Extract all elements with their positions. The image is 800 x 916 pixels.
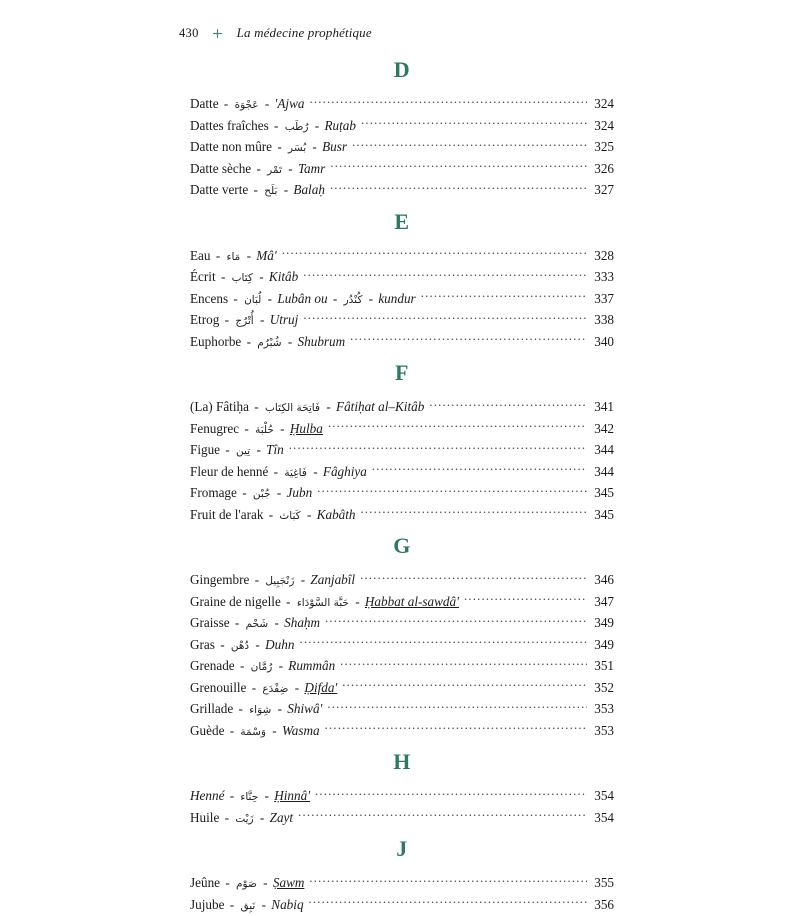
entry-term-transliteration: Shaḥm — [284, 615, 320, 630]
running-header-title: La médecine prophétique — [237, 25, 372, 41]
index-entry-label — [190, 786, 314, 808]
index-entry-label — [190, 419, 327, 441]
entry-term-transliteration: Kabâth — [317, 507, 356, 522]
entry-separator: - — [235, 658, 250, 673]
entry-separator: - — [283, 161, 298, 176]
entry-separator: - — [269, 118, 284, 133]
entry-term-french: Grenouille — [190, 680, 246, 695]
index-entry-label — [190, 116, 360, 138]
index-entry-label — [190, 180, 329, 202]
section-letter-heading: H — [190, 742, 614, 786]
index-entry[interactable] — [190, 483, 614, 505]
dot-leader — [360, 572, 587, 584]
entry-separator: - — [224, 723, 239, 738]
dot-leader — [350, 334, 587, 346]
section-letter-heading: G — [190, 526, 614, 570]
entry-term-french: Figue — [190, 442, 220, 457]
entry-separator: - — [258, 875, 273, 890]
entry-page-number[interactable]: 344 — [588, 440, 614, 460]
index-entry[interactable] — [190, 137, 614, 159]
index-entry-label — [190, 137, 351, 159]
entry-separator: - — [273, 658, 288, 673]
entry-page-number[interactable]: 341 — [588, 397, 614, 417]
index-entry[interactable] — [190, 699, 614, 721]
entry-page-number[interactable]: 345 — [588, 505, 614, 525]
dot-leader — [325, 615, 587, 627]
entry-separator: - — [224, 788, 239, 803]
entry-term-arabic: رُمَّان — [250, 661, 274, 673]
entry-term-arabic: تِين — [235, 445, 251, 457]
section-letter-heading: E — [190, 202, 614, 246]
index-entry[interactable] — [190, 116, 614, 138]
entry-term-french: Guède — [190, 723, 224, 738]
entry-term-arabic: رُطَب — [284, 121, 310, 133]
entry-separator: - — [249, 399, 264, 414]
entry-separator: - — [220, 875, 235, 890]
index-section-g — [190, 526, 614, 742]
entry-separator: - — [295, 572, 310, 587]
entry-term-transliteration: Tîn — [266, 442, 284, 457]
entry-term-arabic: شَحْم — [245, 618, 270, 630]
entry-separator: - — [328, 291, 343, 306]
entry-page-number[interactable]: 324 — [588, 116, 614, 136]
entry-separator: - — [246, 680, 261, 695]
entry-term-french: Huile — [190, 810, 219, 825]
entry-term-transliteration: Fâghiya — [323, 464, 367, 479]
index-entry[interactable] — [190, 895, 614, 916]
entry-page-number[interactable]: 333 — [588, 267, 614, 287]
dot-leader — [361, 507, 587, 519]
entry-term-arabic-alt: كُنْدُر — [343, 294, 364, 306]
entry-term-arabic: شُبْرُم — [256, 337, 282, 349]
entry-separator: - — [248, 182, 263, 197]
entry-page-number[interactable]: 349 — [588, 635, 614, 655]
entry-page-number[interactable]: 347 — [588, 592, 614, 612]
entry-separator: - — [241, 248, 256, 263]
entry-term-transliteration: Busr — [322, 139, 347, 154]
index-entry-label — [190, 289, 420, 311]
index-entry-label — [190, 440, 288, 462]
entry-page-number[interactable]: 353 — [588, 721, 614, 741]
index-section-e — [190, 202, 614, 354]
entry-separator: - — [267, 723, 282, 738]
entry-separator: - — [216, 269, 231, 284]
dot-leader — [282, 248, 587, 260]
entry-separator: - — [307, 139, 322, 154]
entry-page-number[interactable]: 355 — [588, 873, 614, 893]
section-letter-heading: D — [190, 50, 614, 94]
entry-term-french: Grenade — [190, 658, 235, 673]
entry-separator: - — [263, 507, 278, 522]
entry-page-number[interactable]: 337 — [588, 289, 614, 309]
entry-page-number[interactable]: 354 — [588, 808, 614, 828]
entry-term-arabic: جُبْن — [252, 488, 272, 500]
entry-term-arabic: ضِفْدَع — [261, 683, 289, 695]
dot-leader — [372, 464, 587, 476]
dot-leader — [327, 701, 587, 713]
entry-separator: - — [309, 118, 324, 133]
entry-separator: - — [289, 680, 304, 695]
entry-term-transliteration: Zanjabîl — [310, 572, 355, 587]
index-entry[interactable] — [190, 592, 614, 614]
dot-leader — [317, 485, 587, 497]
index-entry-label — [190, 895, 308, 916]
index-entry-label — [190, 678, 341, 700]
index-entry-label — [190, 310, 302, 332]
index-entry-label — [190, 721, 324, 743]
entry-separator: - — [219, 810, 234, 825]
entry-term-french: Jujube — [190, 897, 224, 912]
entry-separator: - — [251, 442, 266, 457]
entry-separator: - — [241, 334, 256, 349]
index-entry[interactable] — [190, 159, 614, 181]
dot-leader — [330, 161, 587, 173]
entry-separator: - — [219, 96, 234, 111]
entry-term-transliteration: Tamr — [298, 161, 325, 176]
entry-separator: - — [249, 572, 264, 587]
entry-term-transliteration-alt: kundur — [378, 291, 415, 306]
entry-term-french: (La) Fâtiḥa — [190, 399, 249, 414]
entry-term-french: Gras — [190, 637, 215, 652]
index-entry[interactable] — [190, 310, 614, 332]
entry-term-french: Datte non mûre — [190, 139, 272, 154]
dot-leader — [352, 139, 587, 151]
entry-term-transliteration: Shubrum — [298, 334, 346, 349]
entry-separator: - — [211, 248, 226, 263]
index-entry[interactable] — [190, 397, 614, 419]
entry-term-french: Fromage — [190, 485, 237, 500]
entry-term-arabic: صَوْم — [235, 878, 258, 890]
entry-term-arabic: حِنَّاء — [239, 791, 259, 803]
entry-term-transliteration: 'Ajwa — [275, 96, 305, 111]
index-section-h — [190, 742, 614, 829]
index-entry[interactable] — [190, 462, 614, 484]
index-entry-label — [190, 462, 371, 484]
index-entry-label — [190, 570, 359, 592]
entry-separator: - — [254, 269, 269, 284]
entry-term-arabic: حَبَّة السَّوْدَاء — [296, 597, 350, 609]
index-entry[interactable] — [190, 873, 614, 895]
entry-term-french: Eau — [190, 248, 211, 263]
entry-term-arabic: لُبَان — [243, 294, 262, 306]
running-header — [179, 24, 372, 42]
entry-separator: - — [272, 139, 287, 154]
index-entry[interactable] — [190, 808, 614, 830]
index-entry-label — [190, 483, 316, 505]
entry-term-transliteration: Shiwâ' — [287, 701, 322, 716]
dot-leader — [429, 399, 587, 411]
dot-leader — [361, 118, 587, 130]
entry-term-arabic: زَيْت — [234, 813, 254, 825]
leaf-ornament-icon — [212, 28, 223, 39]
entry-separator: - — [230, 615, 245, 630]
dot-leader — [303, 269, 587, 281]
entry-term-transliteration: Lubân ou — [277, 291, 327, 306]
entry-page-number[interactable]: 338 — [588, 310, 614, 330]
dot-leader — [340, 658, 587, 670]
entry-term-transliteration: Ḥulba — [290, 421, 323, 436]
index-entry-label — [190, 267, 302, 289]
entry-page-number[interactable]: 354 — [588, 786, 614, 806]
entry-term-transliteration: Nabiq — [271, 897, 303, 912]
entry-term-transliteration: Ḍifda' — [304, 680, 337, 695]
dot-leader — [289, 442, 587, 454]
entry-separator: - — [283, 334, 298, 349]
index-entry[interactable] — [190, 635, 614, 657]
index-section-d — [190, 50, 614, 202]
index-entry[interactable] — [190, 94, 614, 116]
entry-separator: - — [259, 788, 274, 803]
entry-term-french: Fruit de l'arak — [190, 507, 263, 522]
entry-separator: - — [239, 421, 254, 436]
dot-leader — [303, 312, 587, 324]
entry-term-transliteration: Zayt — [270, 810, 293, 825]
entry-term-arabic: مَاء — [226, 251, 242, 263]
entry-term-french: Datte sèche — [190, 161, 251, 176]
entry-term-french: Dattes fraîches — [190, 118, 269, 133]
dot-leader — [309, 875, 587, 887]
entry-separator: - — [363, 291, 378, 306]
dot-leader — [325, 723, 587, 735]
entry-page-number[interactable]: 324 — [588, 94, 614, 114]
entry-page-number[interactable]: 349 — [588, 613, 614, 633]
entry-term-arabic: وَسْمَة — [239, 726, 267, 738]
entry-page-number[interactable]: 327 — [588, 180, 614, 200]
entry-term-french: Encens — [190, 291, 228, 306]
dot-leader — [309, 897, 587, 909]
entry-term-french: Écrit — [190, 269, 216, 284]
entry-page-number[interactable]: 326 — [588, 159, 614, 179]
dot-leader — [330, 182, 587, 194]
index-entry[interactable] — [190, 721, 614, 743]
index-entry[interactable] — [190, 419, 614, 441]
entry-term-transliteration: Mâ' — [256, 248, 276, 263]
entry-term-arabic: زَنْجَبِيل — [264, 575, 295, 587]
index-entry-label — [190, 397, 428, 419]
entry-separator: - — [233, 701, 248, 716]
index-entry-label — [190, 505, 360, 527]
entry-page-number[interactable]: 351 — [588, 656, 614, 676]
entry-term-transliteration: Wasma — [282, 723, 320, 738]
entry-separator: - — [262, 291, 277, 306]
index-entry[interactable] — [190, 656, 614, 678]
entry-term-french: Etrog — [190, 312, 219, 327]
entry-term-arabic: أُتْرُج — [234, 315, 254, 327]
entry-separator: - — [256, 897, 271, 912]
entry-separator: - — [250, 637, 265, 652]
entry-term-french: Gingembre — [190, 572, 249, 587]
index-entry[interactable] — [190, 570, 614, 592]
entry-separator: - — [228, 291, 243, 306]
index-entry[interactable] — [190, 440, 614, 462]
entry-term-arabic: كِتَاب — [231, 272, 254, 284]
entry-term-transliteration: Ṣawm — [273, 875, 305, 890]
entry-separator: - — [321, 399, 336, 414]
entry-term-arabic: بَلَح — [263, 185, 278, 197]
entry-term-transliteration: Fâtiḥat al–Kitâb — [336, 399, 424, 414]
entry-page-number[interactable]: 353 — [588, 699, 614, 719]
entry-page-number[interactable]: 352 — [588, 678, 614, 698]
entry-term-french: Graine de nigelle — [190, 594, 281, 609]
entry-page-number[interactable]: 328 — [588, 246, 614, 266]
entry-separator: - — [220, 442, 235, 457]
dot-leader — [464, 594, 587, 606]
index-entry-label — [190, 94, 308, 116]
entry-term-french: Euphorbe — [190, 334, 241, 349]
entry-term-french: Datte — [190, 96, 219, 111]
entry-separator: - — [255, 810, 270, 825]
index-entry-label — [190, 613, 324, 635]
entry-page-number[interactable]: 344 — [588, 462, 614, 482]
entry-separator: - — [275, 421, 290, 436]
entry-term-transliteration: Ḥinnâ' — [274, 788, 310, 803]
entry-term-french: Graisse — [190, 615, 230, 630]
entry-separator: - — [272, 485, 287, 500]
index-entry[interactable] — [190, 613, 614, 635]
entry-term-transliteration: Kitâb — [269, 269, 298, 284]
entry-page-number[interactable]: 325 — [588, 137, 614, 157]
entry-term-transliteration: Utruj — [270, 312, 299, 327]
index-entry-label — [190, 656, 339, 678]
entry-term-arabic: فَاغِيَة — [283, 467, 308, 479]
entry-separator: - — [350, 594, 365, 609]
entry-separator: - — [251, 161, 266, 176]
index-entry-list — [190, 50, 614, 916]
dot-leader — [309, 96, 587, 108]
entry-separator: - — [272, 701, 287, 716]
entry-term-transliteration: Duhn — [265, 637, 294, 652]
section-letter-heading: J — [190, 829, 614, 873]
entry-term-transliteration: Ruṭab — [324, 118, 356, 133]
entry-term-arabic: شِوَاء — [248, 704, 272, 716]
entry-separator: - — [237, 485, 252, 500]
entry-term-transliteration: Jubn — [287, 485, 313, 500]
index-entry[interactable] — [190, 289, 614, 311]
entry-separator: - — [255, 312, 270, 327]
index-entry-label — [190, 159, 329, 181]
dot-leader — [421, 291, 587, 303]
index-entry[interactable] — [190, 246, 614, 268]
entry-term-arabic: تَمْر — [266, 164, 283, 176]
entry-term-transliteration: Rummân — [288, 658, 335, 673]
entry-separator: - — [308, 464, 323, 479]
entry-term-arabic: حُلْبَة — [254, 424, 275, 436]
index-entry-label — [190, 592, 463, 614]
section-letter-heading: F — [190, 353, 614, 397]
entry-term-french: Fenugrec — [190, 421, 239, 436]
index-entry-label — [190, 246, 281, 268]
entry-separator: - — [219, 312, 234, 327]
entry-term-arabic: بُسَر — [287, 142, 307, 154]
index-section-f — [190, 353, 614, 526]
entry-term-french: Henné — [190, 788, 224, 803]
entry-separator: - — [269, 615, 284, 630]
dot-leader — [342, 680, 587, 692]
index-entry[interactable] — [190, 786, 614, 808]
index-entry[interactable] — [190, 267, 614, 289]
entry-separator: - — [260, 96, 275, 111]
dot-leader — [298, 810, 587, 822]
dot-leader — [315, 788, 587, 800]
index-entry-label — [190, 699, 326, 721]
entry-term-french: Datte verte — [190, 182, 248, 197]
entry-term-french: Jeûne — [190, 875, 220, 890]
entry-page-number[interactable]: 346 — [588, 570, 614, 590]
index-entry[interactable] — [190, 505, 614, 527]
dot-leader — [328, 421, 587, 433]
entry-term-arabic: عَجْوَة — [234, 99, 260, 111]
index-entry[interactable] — [190, 180, 614, 202]
entry-term-transliteration: Ḥabbat al-sawdâ' — [365, 594, 459, 609]
entry-term-french: Grillade — [190, 701, 233, 716]
entry-term-arabic: نَبِق — [239, 900, 256, 912]
entry-term-french: Fleur de henné — [190, 464, 268, 479]
index-entry-label — [190, 332, 349, 354]
entry-separator: - — [302, 507, 317, 522]
index-entry-label — [190, 635, 298, 657]
index-section-j — [190, 829, 614, 916]
entry-page-number[interactable]: 342 — [588, 419, 614, 439]
entry-separator: - — [281, 594, 296, 609]
dot-leader — [299, 637, 587, 649]
index-entry-label — [190, 808, 297, 830]
entry-page-number[interactable]: 340 — [588, 332, 614, 352]
index-entry[interactable] — [190, 678, 614, 700]
folio-number: 430 — [179, 26, 199, 41]
index-entry-label — [190, 873, 308, 895]
entry-term-transliteration: Balaḥ — [293, 182, 325, 197]
entry-page-number[interactable]: 345 — [588, 483, 614, 503]
entry-separator: - — [224, 897, 239, 912]
entry-separator: - — [278, 182, 293, 197]
index-entry[interactable] — [190, 332, 614, 354]
entry-term-arabic: فَاتِحَة الكِتَاب — [264, 402, 321, 414]
entry-term-arabic: دُهْن — [230, 640, 250, 652]
entry-term-arabic: كَبَاث — [278, 510, 301, 522]
entry-separator: - — [215, 637, 230, 652]
entry-separator: - — [268, 464, 283, 479]
entry-page-number[interactable]: 356 — [588, 895, 614, 915]
